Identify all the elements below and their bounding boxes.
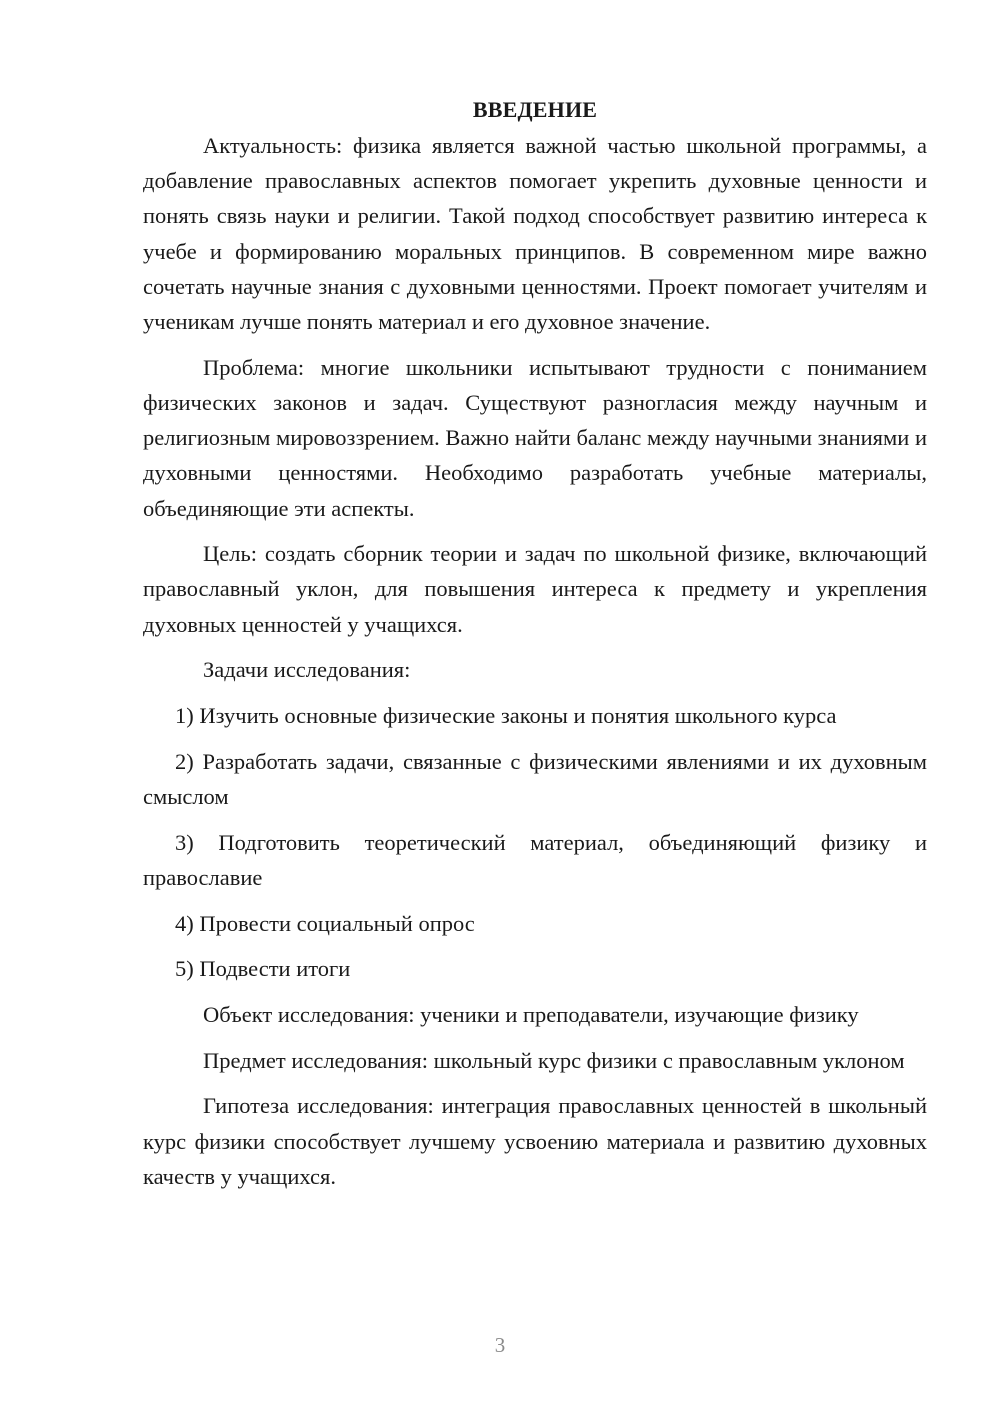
page-number: 3 [494, 1333, 506, 1357]
tasks-heading: Задачи исследования: [203, 657, 411, 683]
relevance-paragraph: Актуальность: физика является важной частью школьной программы, а добавление православных аспектов помогает укрепить духовные ценности и понять связь науки и религии. Такой подход способствует развитию интереса к учебе и формированию моральных принципов. В современном мире важно сочетать научные знания с духовными ценностями. Проект помогает учителям и ученикам лучше понять материал и его духовное значение. [143, 133, 927, 335]
task-item-1: 1) Изучить основные физические законы и понятия школьного курса [175, 703, 837, 729]
task-item-5: 5) Подвести итоги [175, 956, 351, 982]
page-title: ВВЕДЕНИЕ [472, 97, 598, 122]
document-page [143, 92, 927, 1194]
subject-paragraph: Предмет исследования: школьный курс физики с православным уклоном [203, 1047, 905, 1073]
problem-paragraph: Проблема: многие школьники испытывают трудности с пониманием физических законов и задач. Существуют разногласия между научным и религиозным мировоззрением. Важно найти баланс между научными знаниями и духовными ценностями. Необходимо разработать учебные материалы, объединяющие эти аспекты. [143, 354, 927, 521]
object-paragraph: Объект исследования: ученики и преподаватели, изучающие физику [203, 1001, 859, 1027]
task-item-4: 4) Провести социальный опрос [175, 910, 475, 936]
task-item-3: 3) Подготовить теоретический материал, объединяющий физику и православие [143, 829, 927, 890]
hypothesis-paragraph: Гипотеза исследования: интеграция православных ценностей в школьный курс физики способствует лучшему усвоению материала и развитию духовных качеств у учащихся. [143, 1093, 927, 1189]
task-item-2: 2) Разработать задачи, связанные с физическими явлениями и их духовным смыслом [143, 748, 927, 809]
goal-paragraph: Цель: создать сборник теории и задач по школьной физике, включающий православный уклон, для повышения интереса к предмету и укрепления духовных ценностей у учащихся. [143, 541, 927, 637]
